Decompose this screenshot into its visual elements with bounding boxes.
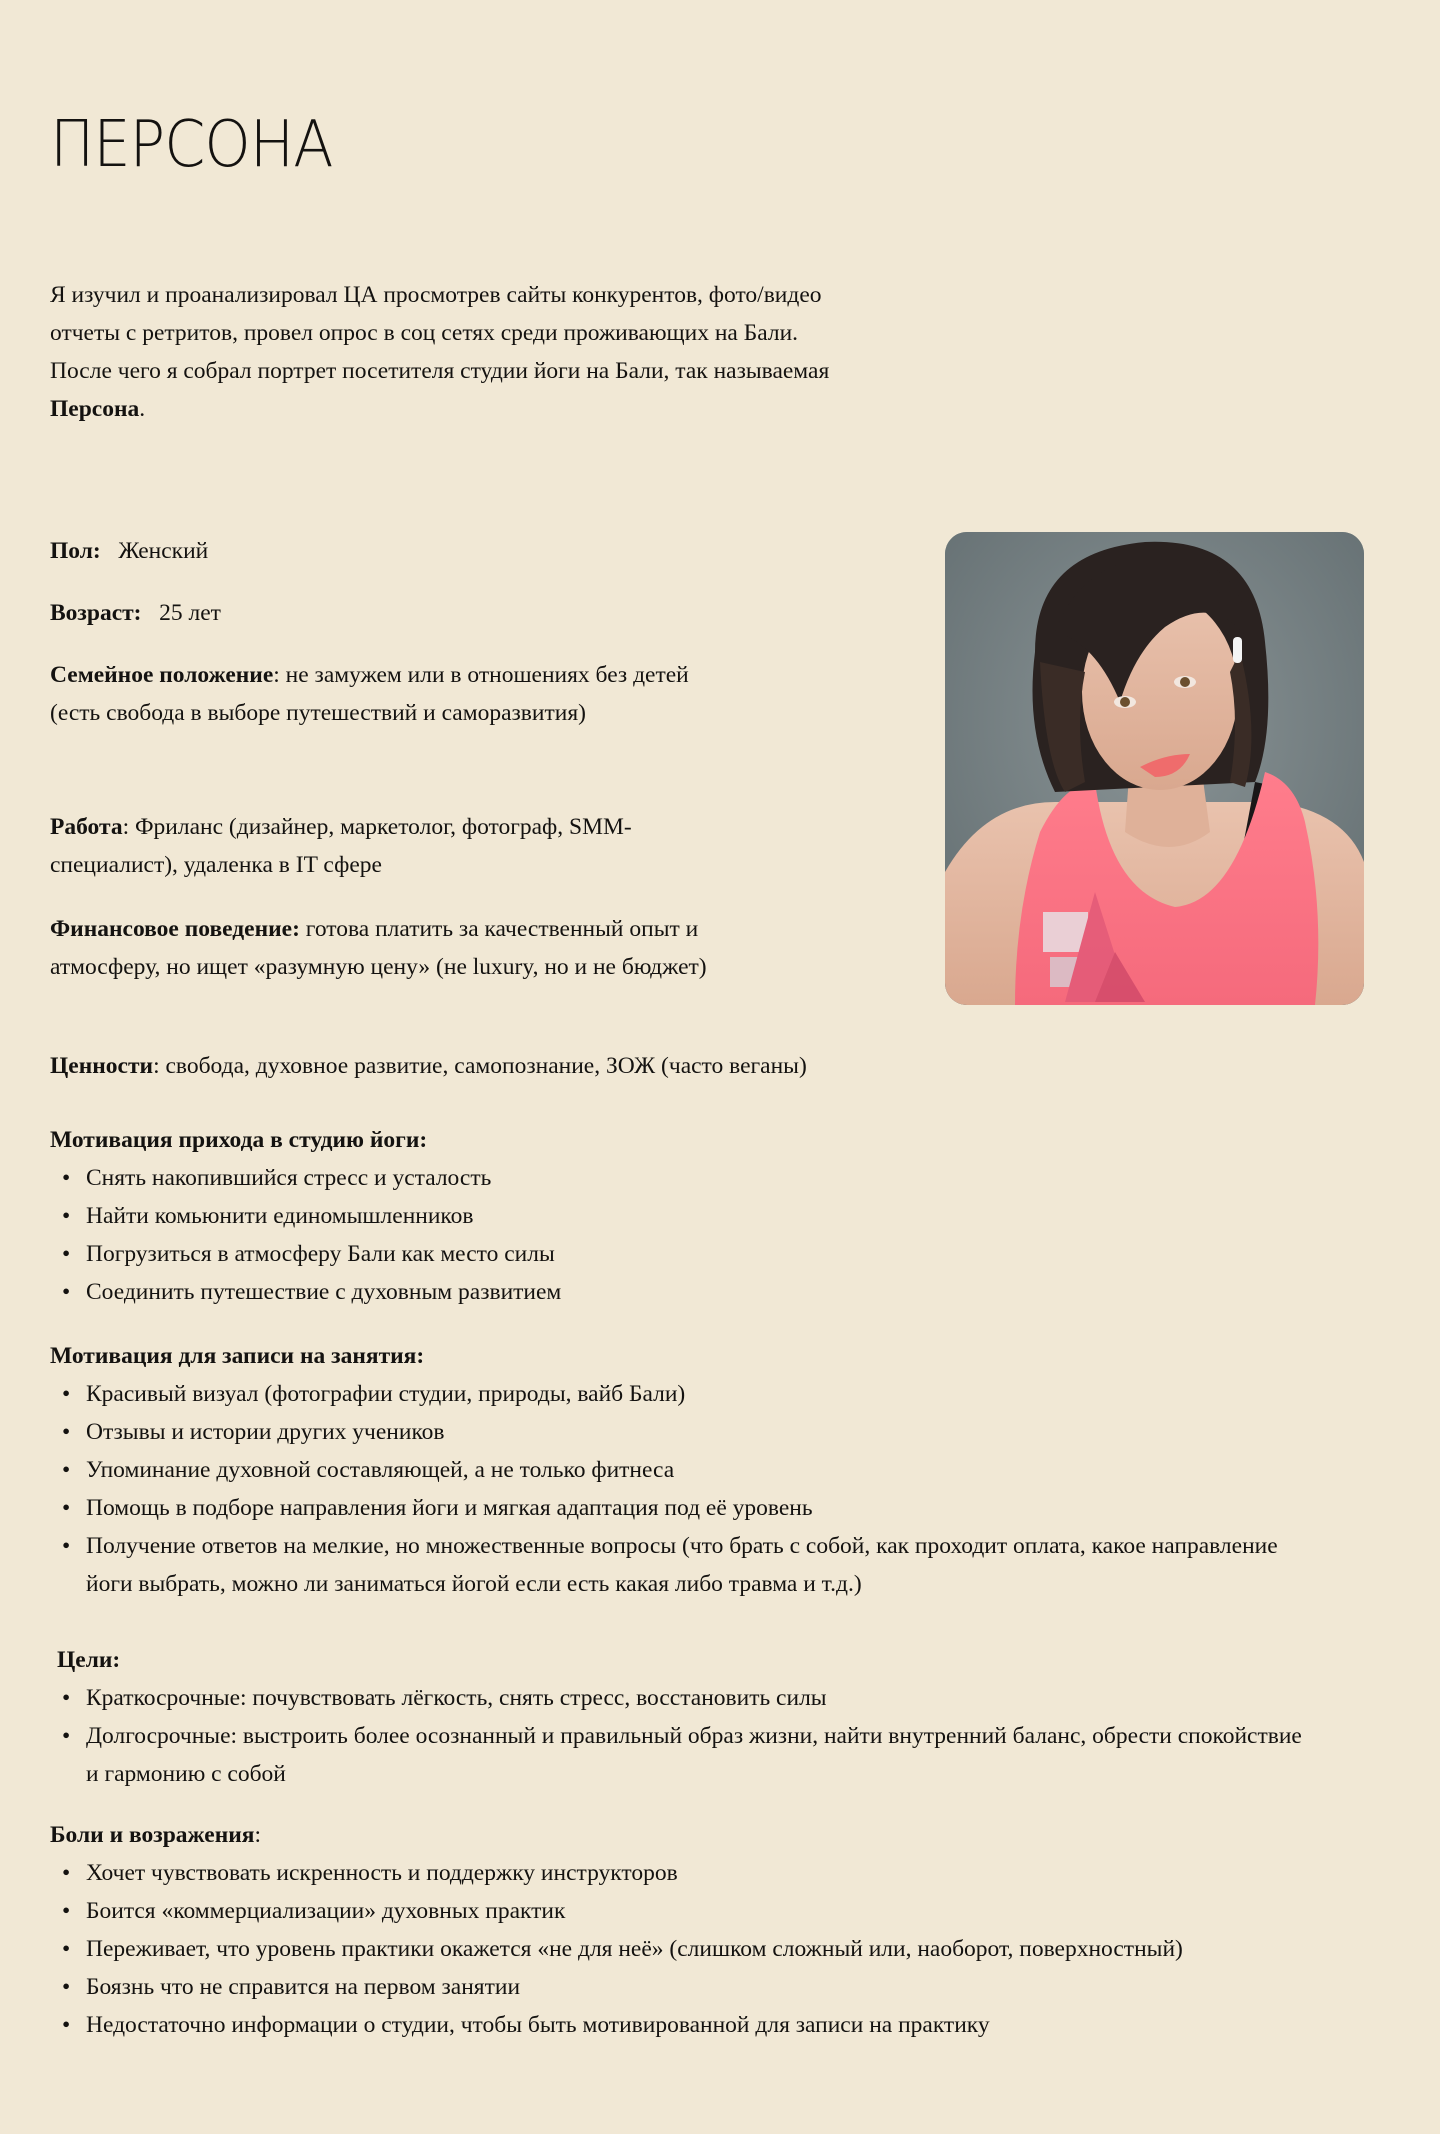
field-age: [50, 594, 221, 632]
list-item: • Получение ответов на мелкие, но множественные вопросы (что брать с собой, как проходит оплата, какое направление йоги выбрать, можно ли заниматься йогой если есть какая либо травма и т.д.): [60, 1527, 1320, 1603]
list-item: • Боязнь что не справится на первом занятии: [60, 1968, 1350, 2006]
intro-bold-term: Персона: [50, 396, 140, 422]
list-item: • Недостаточно информации о студии, чтобы быть мотивированной для записи на практику: [60, 2006, 1350, 2044]
list-item: • Погрузиться в атмосферу Бали как место силы: [60, 1235, 1350, 1273]
page-title: ПЕРСОНА: [50, 108, 333, 182]
field-work-value: : Фриланс (дизайнер, маркетолог, фотограф, SMM-специалист), удаленка в IT сфере: [50, 814, 632, 878]
field-finance: [50, 910, 750, 986]
list-item: • Отзывы и истории других учеников: [60, 1413, 1350, 1451]
list-item: • Красивый визуал (фотографии студии, природы, вайб Бали): [60, 1375, 1350, 1413]
section-motivation-studio: [50, 1121, 1350, 1311]
field-family: [50, 656, 730, 732]
intro-text: Я изучил и проанализировал ЦА просмотрев сайты конкурентов, фото/видео отчеты с ретритов, провел опрос в соц сетях среди проживающих на Бали. После чего я собрал портрет посетителя студии йоги на Бали, так называемая: [50, 282, 830, 384]
field-gender-label: Пол:: [50, 538, 101, 564]
list-item: • Помощь в подборе направления йоги и мягкая адаптация под её уровень: [60, 1489, 1350, 1527]
section-pains: [50, 1816, 1350, 2044]
field-work-label: Работа: [50, 814, 123, 840]
section-pains-heading-colon: :: [254, 1822, 262, 1848]
field-age-label: Возраст:: [50, 600, 142, 626]
field-family-value: : не замужем или в отношениях без детей (есть свобода в выборе путешествий и саморазвития): [50, 662, 689, 726]
intro-end: .: [139, 396, 146, 422]
section-goals: [50, 1641, 1350, 1793]
field-work: [50, 808, 690, 884]
field-values-value: : свобода, духовное развитие, самопознание, ЗОЖ (часто веганы): [153, 1053, 807, 1079]
field-age-value: 25 лет: [159, 600, 221, 626]
list-item: • Краткосрочные: почувствовать лёгкость, снять стресс, восстановить силы: [60, 1679, 1350, 1717]
section-motivation-signup: [50, 1337, 1350, 1603]
motivation-studio-list: [60, 1159, 1350, 1311]
list-item: • Найти комьюнити единомышленников: [60, 1197, 1350, 1235]
motivation-signup-list: [60, 1375, 1350, 1603]
field-values-label: Ценности: [50, 1053, 154, 1079]
field-finance-value: готова платить за качественный опыт и атмосферу, но ищет «разумную цену» (не luxury, но и не бюджет): [50, 916, 707, 980]
list-item: • Снять накопившийся стресс и усталость: [60, 1159, 1350, 1197]
pains-list: [60, 1854, 1350, 2044]
list-item: • Упоминание духовной составляющей, а не только фитнеса: [60, 1451, 1350, 1489]
section-pains-heading: Боли и возражения: [50, 1822, 255, 1848]
list-item: • Долгосрочные: выстроить более осознанный и правильный образ жизни, найти внутренний баланс, обрести спокойствие и гармонию с собой: [60, 1717, 1320, 1793]
intro-paragraph: [50, 276, 850, 428]
field-finance-label: Финансовое поведение:: [50, 916, 300, 942]
list-item: • Соединить путешествие с духовным развитием: [60, 1273, 1350, 1311]
list-item: • Боится «коммерциализации» духовных практик: [60, 1892, 1350, 1930]
goals-list: [60, 1679, 1350, 1793]
section-motivation-signup-heading: Мотивация для записи на занятия:: [50, 1343, 425, 1369]
persona-portrait-image: [945, 532, 1364, 1005]
list-item: • Хочет чувствовать искренность и поддержку инструкторов: [60, 1854, 1350, 1892]
field-gender-value: Женский: [118, 538, 209, 564]
field-values: [50, 1047, 1050, 1085]
list-item: • Переживает, что уровень практики окажется «не для неё» (слишком сложный или, наоборот, поверхностный): [60, 1930, 1260, 1968]
field-gender: [50, 532, 208, 570]
section-pains-heading-wrap: [50, 1816, 1350, 1854]
section-goals-heading: Цели:: [57, 1647, 121, 1673]
field-family-label: Семейное положение: [50, 662, 274, 688]
section-motivation-studio-heading: Мотивация прихода в студию йоги:: [50, 1127, 428, 1153]
persona-photo: [945, 532, 1364, 1005]
